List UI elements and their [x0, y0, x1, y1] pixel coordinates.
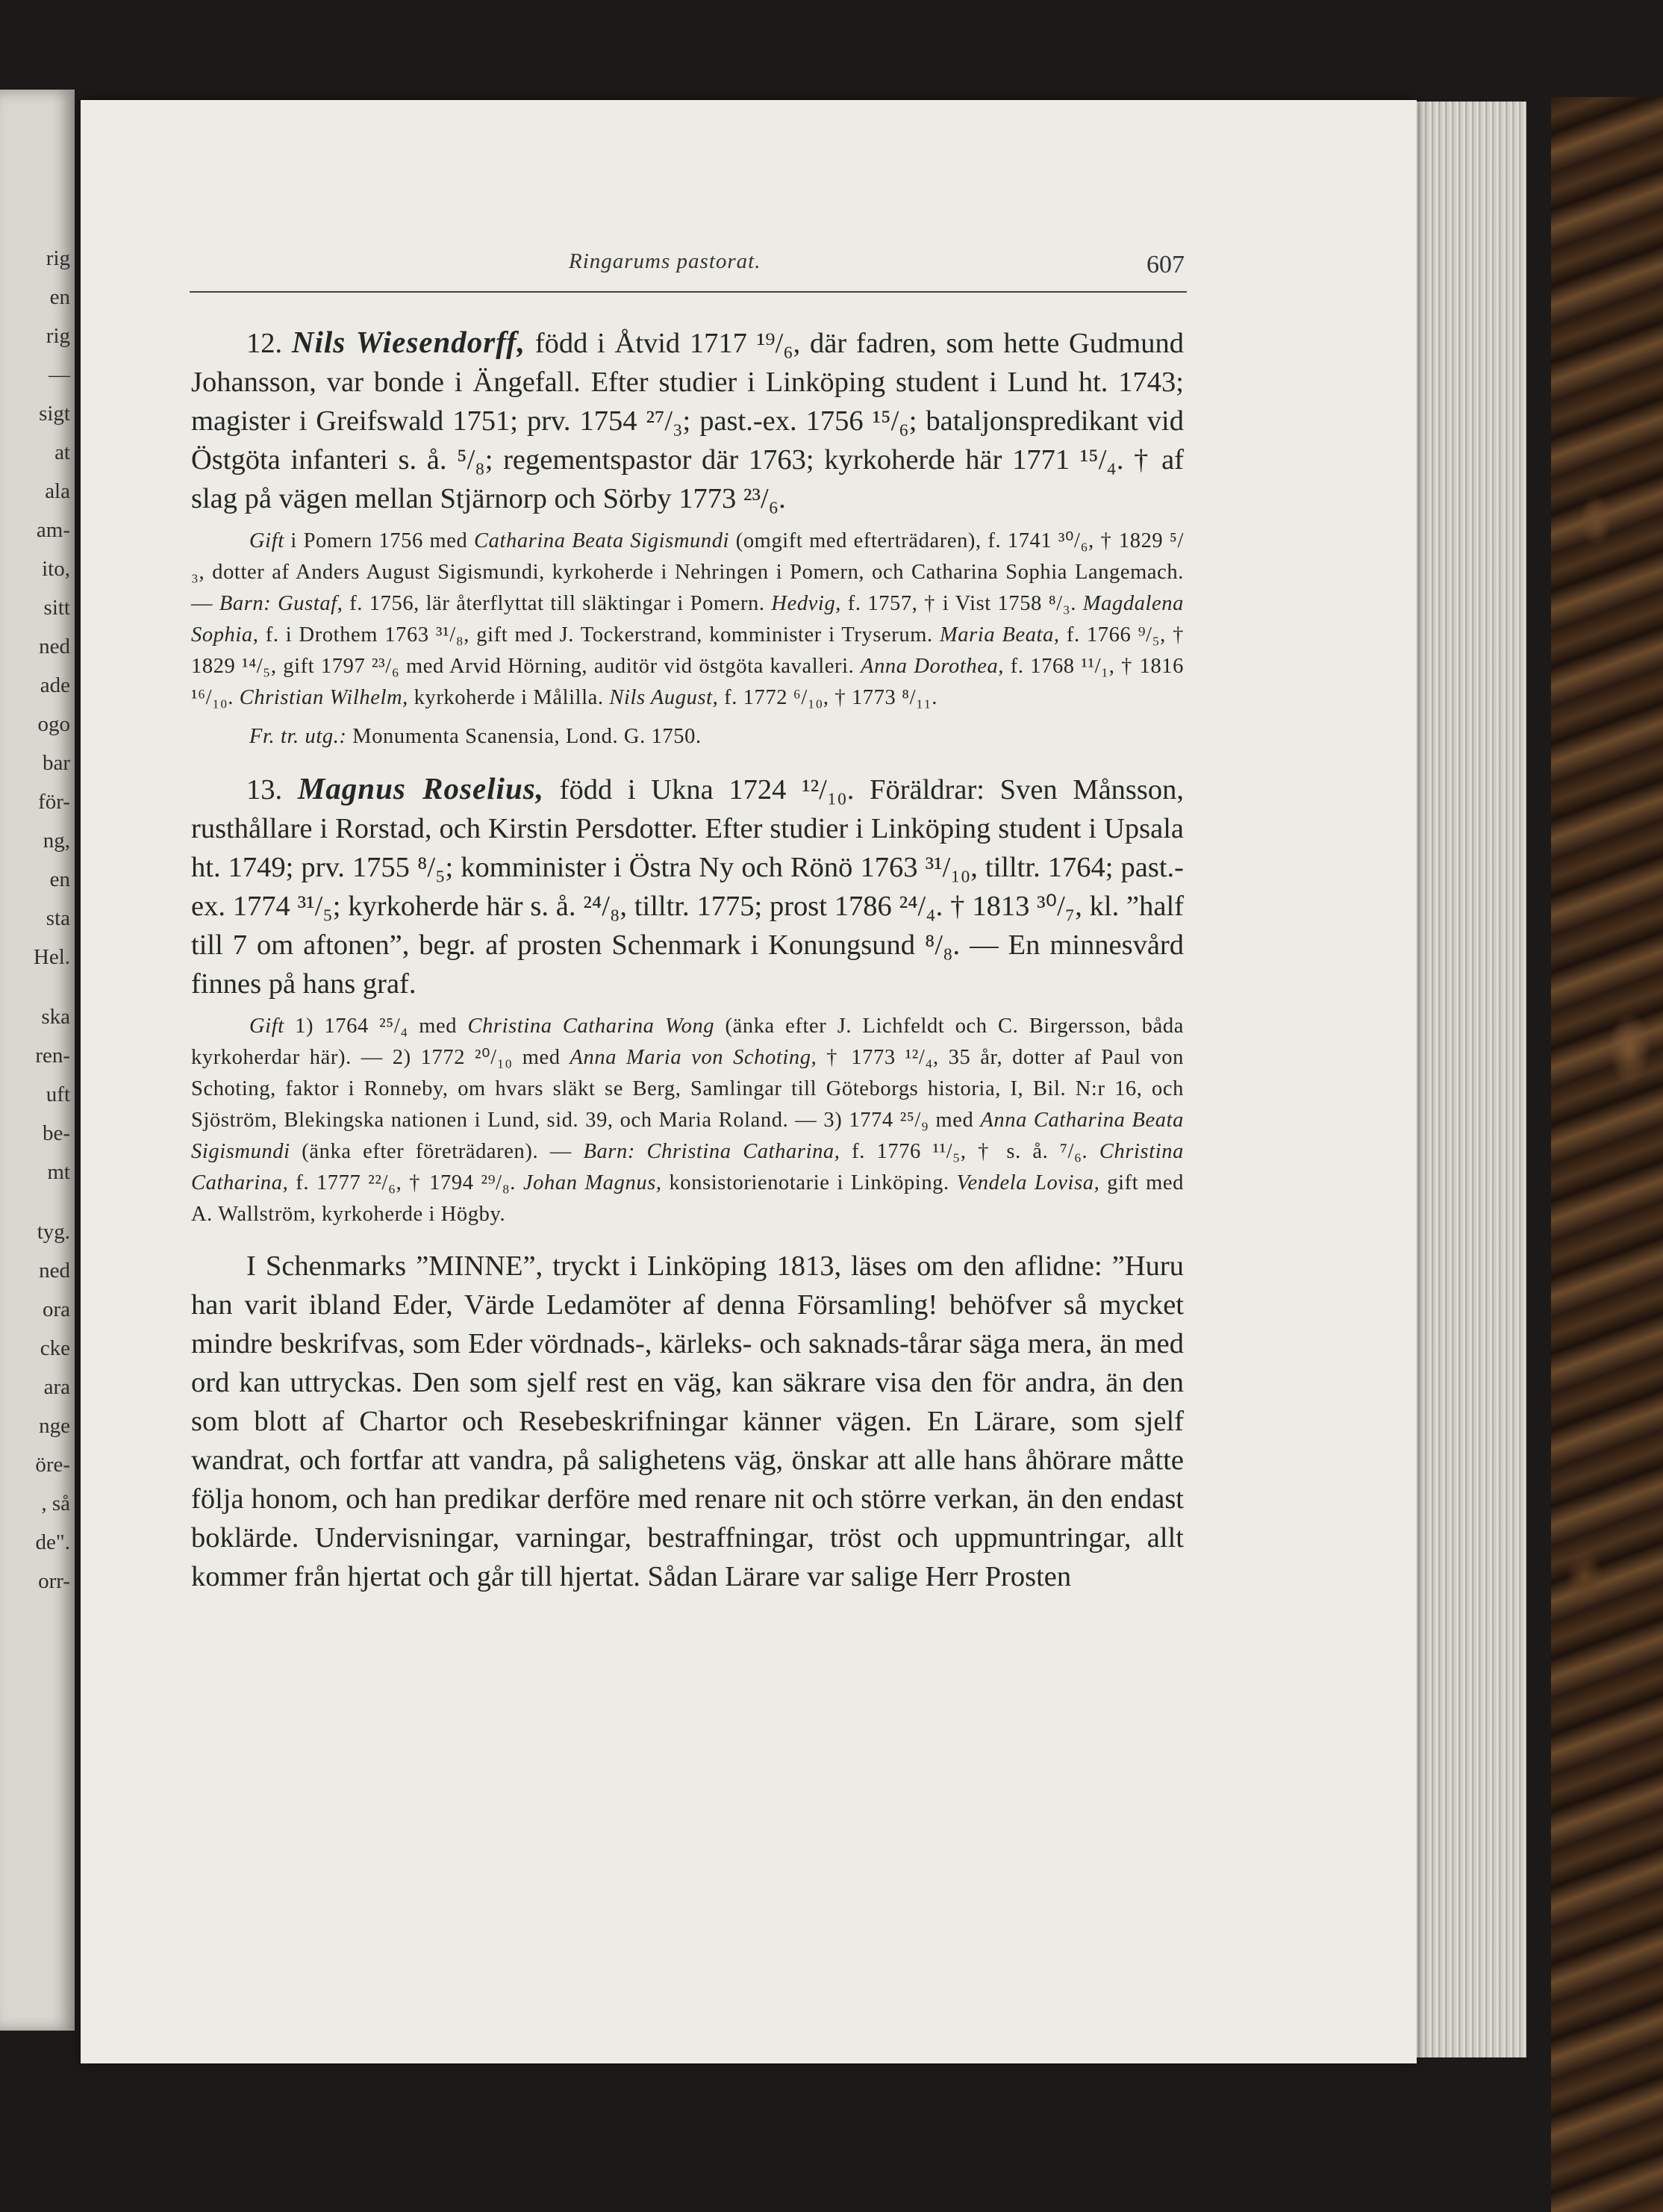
page-body — [191, 323, 1184, 1596]
left-page-fragment: Hel. — [33, 945, 70, 969]
left-page-fragment: uft — [46, 1082, 70, 1106]
left-page-fragment: am- — [36, 518, 70, 542]
entry-13-name: Magnus Roselius, — [297, 771, 544, 806]
gift-label: Gift — [249, 529, 284, 552]
left-page-fragment: de". — [35, 1530, 70, 1554]
entry-13-number: 13. — [246, 774, 283, 806]
note-text: f. 1777 ²²/₆, † 1794 ²⁹/₈. — [296, 1171, 516, 1194]
note-text: f. 1756, lär återflyttat till släktingar i Pomern. — [349, 592, 765, 615]
running-title: Ringarums pastorat. — [569, 249, 761, 273]
page-edges — [1414, 102, 1526, 2057]
note-text: gift med A. Wallström, kyrkoherde i Högby. — [191, 1171, 1185, 1226]
left-page-fragment: bar — [42, 751, 70, 775]
left-page-fragment: ade — [40, 673, 70, 697]
left-page-fragment: för- — [38, 790, 70, 814]
children-label: Barn: Gustaf, — [219, 592, 343, 615]
marbled-book-cover — [1551, 97, 1663, 2212]
entry-12-source-note — [191, 721, 1184, 753]
entry-12-family-note — [191, 526, 1184, 714]
page-number: 607 — [1146, 251, 1185, 278]
note-text: (änka efter företrädaren). — — [302, 1140, 572, 1163]
child-name: Christian Wilhelm, — [239, 686, 408, 709]
spouse-name: Anna Catharina Beata Sigismundi — [191, 1109, 1184, 1163]
left-page-fragment: rig — [46, 246, 70, 270]
note-text: f. 1757, † i Vist 1758 ⁸/₃. — [847, 592, 1077, 615]
note-text: 1) 1764 ²⁵/₄ med — [295, 1015, 458, 1038]
entry-12-name: Nils Wiesendorff, — [291, 325, 526, 359]
gift-label: Gift — [249, 1015, 284, 1038]
left-page-fragment: sta — [46, 906, 70, 930]
left-page-fragment: en — [49, 285, 70, 309]
entry-12-text: född i Åtvid 1717 ¹⁹/₆, där fadren, som hette Gudmund Johansson, var bonde i Ängefall. Efter studier i Linköping student i Lund ht. 1743; magister i Greifswald 1751; prv. 1754 ²⁷/₃; past.-ex. 1756 ¹⁵/₆; bataljonspredikant vid Östgöta infanteri s. å. ⁵/₈; regementspastor där 1763; kyrkoherde här 1771 ¹⁵/₄. † af slag på vägen mellan Stjärnorp och Sörby 1773 ²³/₆. — [191, 328, 1184, 514]
left-page-fragment: ora — [42, 1297, 70, 1321]
note-text: † 1773 ¹²/₄, 35 år, dotter af Paul von Schoting, faktor i Ronneby, om hvars släkt se Berg, Samlingar till Göteborgs historia, I, Bil. N:r 16, och Sjöström, Blekingska nationen i Lund, sid. 39, och Maria Roland. — 3) 1774 ²⁵/₉ med — [191, 1046, 1184, 1132]
left-page-fragment: be- — [42, 1121, 70, 1145]
child-name: Christina Catharina, — [191, 1140, 1184, 1194]
left-page-fragment: — — [49, 363, 70, 387]
child-name: Johan Magnus, — [522, 1171, 662, 1194]
left-page-fragment: ned — [39, 1259, 70, 1283]
closing-text: I Schenmarks ”MINNE”, tryckt i Linköping 1813, läses om den aflidne: ”Huru han varit ibland Eder, Värde Ledamöter af denna Församling! behöfver så mycket mindre beskrifvas, som Eder vördnads-, kärleks- och saknads-tårar säga mera, än med ord kan uttryckas. Den som sjelf rest en väg, kan säkrare visa den för andra, än den som blott af Chartor och Resebeskrifningar känner vägen. En Lärare, som sjelf wandrat, och fortfar att vandra, på salighetens väg, önskar att alle hans åhörare måtte följa honom, och han predikar derföre med renare nit och större verkan, än den endast boklärde. Undervisningar, varningar, bestraffningar, tröst och uppmuntringar, allt kommer från hjertat och går till hjertat. Sådan Lärare var salige Herr Prosten — [191, 1250, 1184, 1592]
note-text: f. i Drothem 1763 ³¹/₈, gift med J. Tockerstrand, komminister i Tryserum. — [265, 623, 933, 647]
left-page-fragment: sitt — [43, 596, 70, 620]
left-page-fragment: ara — [43, 1375, 70, 1399]
note-text: (änka efter J. Lichfeldt och C. Birgersson, båda kyrkoherdar här). — 2) 1772 ²⁰/₁₀ med — [191, 1015, 1184, 1069]
left-page-fragment: , så — [41, 1492, 70, 1515]
entry-13-text: född i Ukna 1724 ¹²/₁₀. Föräldrar: Sven Månsson, rusthållare i Rorstad, och Kirstin Persdotter. Efter studier i Linköping student i Upsala ht. 1749; prv. 1755 ⁸/₅; komminister i Östra Ny och Rönö 1763 ³¹/₁₀, tilltr. 1764; past.-ex. 1774 ³¹/₅; kyrkoherde här s. å. ²⁴/₈, tilltr. 1775; prost 1786 ²⁴/₄. † 1813 ³⁰/₇, kl. ”half till 7 om aftonen”, begr. af prosten Schenmark i Konungsund ⁸/₈. — En minnesvård finnes på hans graf. — [191, 774, 1185, 1000]
closing-paragraph — [191, 1247, 1184, 1596]
left-page-fragment: at — [54, 440, 70, 464]
child-name: Maria Beata, — [939, 623, 1060, 647]
left-page-fragment: nge — [39, 1414, 70, 1438]
left-page-fragment: ned — [39, 635, 70, 658]
child-name: Magdalena Sophia, — [191, 592, 1185, 647]
left-page-fragment: öre- — [35, 1453, 70, 1477]
spouse-name: Christina Catharina Wong — [467, 1015, 715, 1038]
left-page-fragment: en — [49, 867, 70, 891]
note-text: kyrkoherde i Målilla. — [414, 686, 604, 709]
left-page-fragment: orr- — [38, 1569, 70, 1593]
note-text: f. 1776 ¹¹/₅, † s. å. ⁷/₆. — [852, 1140, 1088, 1163]
source-label: Fr. tr. utg.: — [249, 725, 347, 748]
note-text: i Pomern 1756 med — [290, 529, 468, 552]
left-page-fragment: ren- — [35, 1044, 70, 1068]
note-text: konsistorienotarie i Linköping. — [669, 1171, 949, 1194]
entry-12-paragraph — [191, 323, 1184, 518]
left-page-fragment: cke — [40, 1336, 70, 1360]
child-name: Vendela Lovisa, — [956, 1171, 1100, 1194]
child-name: Anna Dorothea, — [861, 655, 1005, 678]
header-rule — [190, 291, 1187, 293]
entry-12-number: 12. — [246, 328, 283, 359]
left-page-fragment: ska — [41, 1005, 70, 1029]
left-page-fragment: mt — [47, 1160, 70, 1184]
left-page-fragment: ito, — [42, 557, 70, 581]
entry-13-paragraph — [191, 769, 1184, 1003]
child-name: Hedvig, — [771, 592, 842, 615]
left-page-fragment: ala — [45, 479, 70, 503]
note-text: f. 1768 ¹¹/₁, † 1816 ¹⁶/₁₀. — [191, 655, 1185, 709]
note-text: f. 1766 ⁹/₅, † 1829 ¹⁴/₅, gift 1797 ²³/₆ med Arvid Hörning, auditör vid östgöta kavalleri. — [191, 623, 1184, 678]
left-page-fragment: ogo — [37, 712, 70, 736]
spouse-name: Anna Maria von Schoting, — [570, 1046, 817, 1069]
entry-13-family-note — [191, 1011, 1184, 1230]
left-facing-page — [0, 90, 75, 2031]
spouse-name: Catharina Beata Sigismundi — [474, 529, 730, 552]
children-label: Barn: Christina Catharina, — [583, 1140, 840, 1163]
note-text: f. 1772 ⁶/₁₀, † 1773 ⁸/₁₁. — [724, 686, 937, 709]
left-page-fragment: tyg. — [37, 1220, 70, 1244]
note-text: (omgift med efterträdaren), f. 1741 ³⁰/₆, † 1829 ⁵/₃, dotter af Anders August Sigismundi, kyrkoherde i Nehringen i Pomern, och Catharina Sophia Langemach. — — [191, 529, 1184, 615]
child-name: Nils August, — [609, 686, 719, 709]
left-page-fragment: ng, — [43, 829, 70, 853]
left-page-fragment: sigt — [39, 402, 70, 426]
left-page-fragment: rig — [46, 324, 70, 348]
source-text: Monumenta Scanensia, Lond. G. 1750. — [352, 725, 702, 748]
